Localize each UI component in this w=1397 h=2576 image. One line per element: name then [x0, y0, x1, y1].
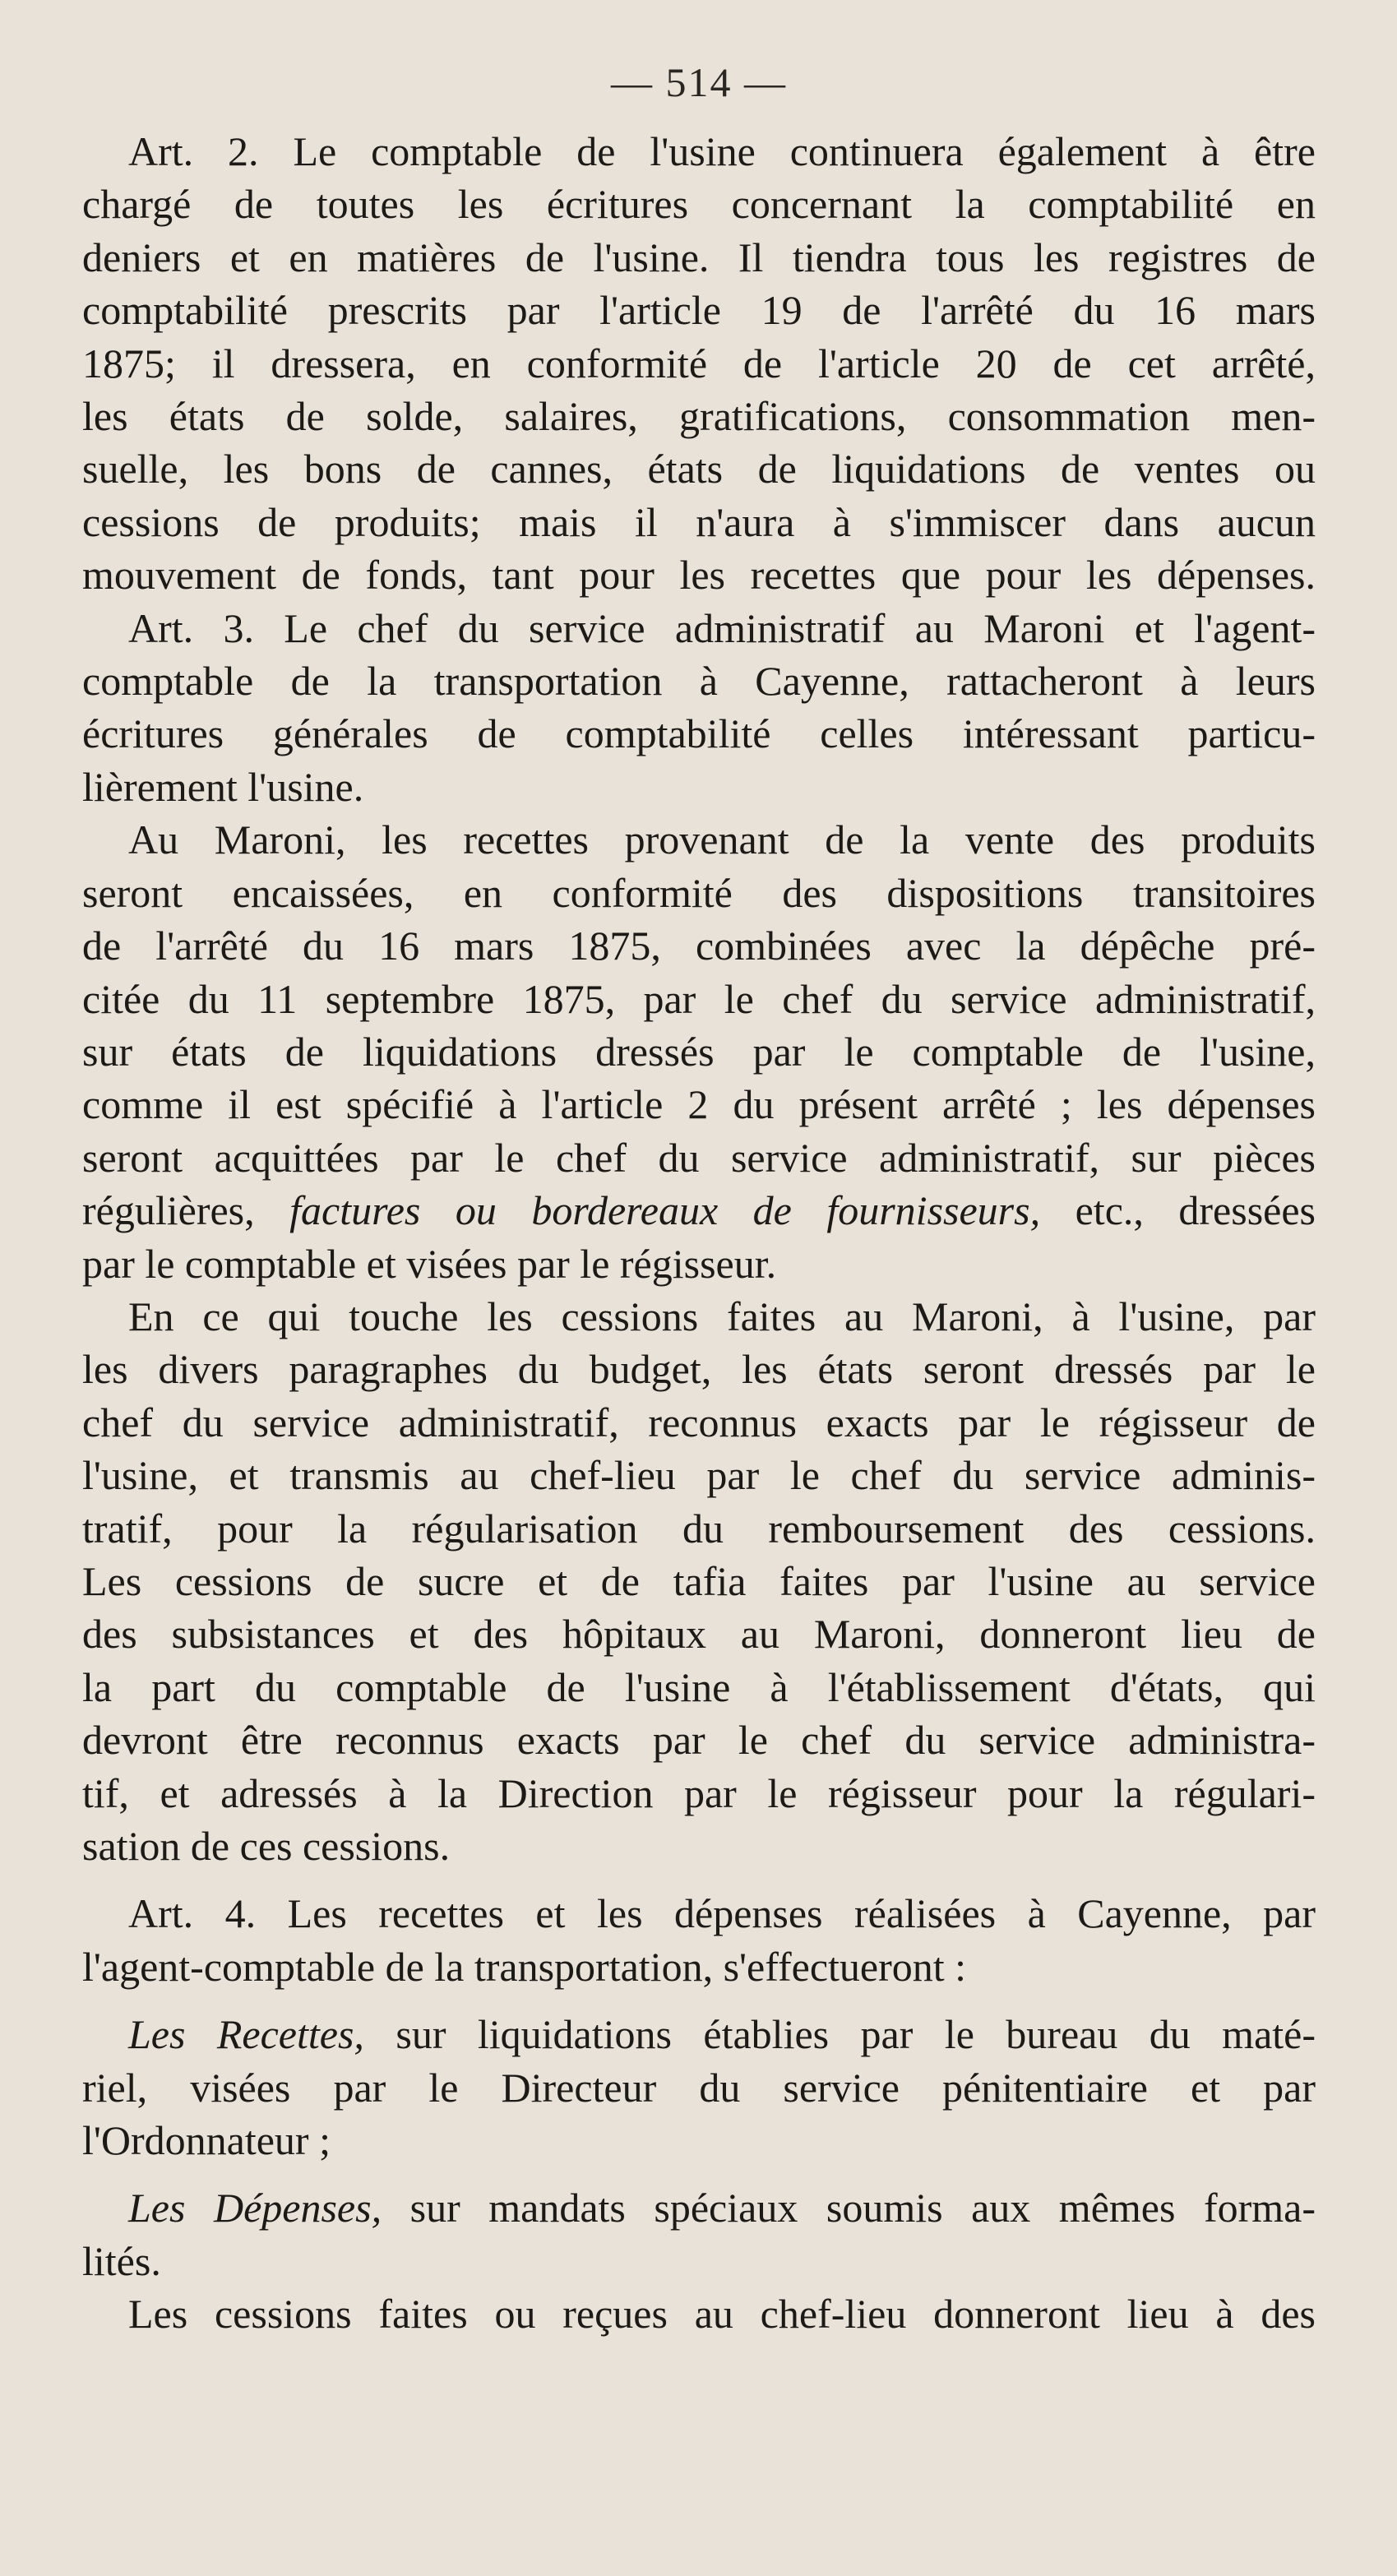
text-line: sur états de liquidations dressés par le comptable de l'usine,: [82, 1028, 1316, 1075]
text-line: Les cessions faites ou reçues au chef-lieu donneront lieu à des: [128, 2291, 1316, 2338]
paragraph-gap: [82, 1993, 1316, 2008]
text-line: Art. 3. Le chef du service administratif au Maroni et l'agent-: [128, 604, 1316, 651]
text-line-mixed: [82, 2181, 1316, 2234]
text-line: les états de solde, salaires, gratifications, consommation men-: [82, 393, 1316, 440]
text-line: mouvement de fonds, tant pour les recettes que pour les dépenses.: [82, 552, 1316, 599]
text-segment: sur liquidations établies par le bureau du maté-: [363, 2011, 1316, 2058]
text-line: Art. 4. Les recettes et les dépenses réalisées à Cayenne, par: [128, 1890, 1316, 1937]
text-line-mixed: [82, 2008, 1316, 2060]
text-line: En ce qui touche les cessions faites au Maroni, à l'usine, par: [128, 1293, 1316, 1339]
text-line: seront encaissées, en conformité des dispositions transitoires: [82, 869, 1316, 916]
text-line: les divers paragraphes du budget, les états seront dressés par le: [82, 1346, 1316, 1393]
text-line: chargé de toutes les écritures concernant la comptabilité en: [82, 181, 1316, 228]
paragraph-art-3: [82, 602, 1316, 814]
text-line: comme il est spécifié à l'article 2 du présent arrêté ; les dépenses: [82, 1081, 1316, 1128]
paragraph-les-recettes: [82, 2008, 1316, 2167]
text-line: tif, et adressés à la Direction par le régisseur pour la régulari-: [82, 1769, 1316, 1816]
text-line: comptable de la transportation à Cayenne, rattacheront à leurs: [82, 658, 1316, 705]
paragraph-maroni-recettes: [82, 813, 1316, 1290]
text-line: seront acquittées par le chef du service administratif, sur pièces: [82, 1134, 1316, 1181]
text-line: l'usine, et transmis au chef-lieu par le chef du service adminis-: [82, 1452, 1316, 1499]
text-line: lièrement l'usine.: [82, 763, 364, 810]
text-line: l'Ordonnateur ;: [82, 2117, 331, 2164]
text-line: tratif, pour la régularisation du remboursement des cessions.: [82, 1505, 1316, 1552]
paragraph-gap: [82, 1872, 1316, 1887]
text-line: riel, visées par le Directeur du service pénitentiaire et par: [82, 2064, 1316, 2111]
text-segment: sur mandats spéciaux soumis aux mêmes forma-: [382, 2185, 1316, 2231]
text-segment: etc., dressées: [1040, 1187, 1316, 1234]
text-line: Les cessions de sucre et de tafia faites par l'usine au service: [82, 1557, 1316, 1604]
text-line: sation de ces cessions.: [82, 1823, 451, 1869]
italic-lead: Les Recettes,: [128, 2011, 364, 2058]
text-line: deniers et en matières de l'usine. Il tiendra tous les registres de: [82, 234, 1316, 280]
text-line: 1875; il dressera, en conformité de l'article 20 de cet arrêté,: [82, 340, 1316, 386]
text-line: chef du service administratif, reconnus exacts par le régisseur de: [82, 1399, 1316, 1445]
text-line: comptabilité prescrits par l'article 19 de l'arrêté du 16 mars: [82, 287, 1316, 334]
text-line: la part du comptable de l'usine à l'établissement d'états, qui: [82, 1663, 1316, 1710]
text-segment: régulières,: [82, 1187, 290, 1234]
page-number: — 514 —: [611, 59, 787, 105]
italic-phrase: factures ou bordereaux de fournisseurs,: [289, 1187, 1041, 1234]
paragraph-les-depenses: [82, 2181, 1316, 2287]
text-line: par le comptable et visées par le régisseur.: [82, 1240, 777, 1287]
text-line: des subsistances et des hôpitaux au Maroni, donneront lieu de: [82, 1611, 1316, 1658]
paragraph-art-4: [82, 1887, 1316, 1993]
document-page: [82, 49, 1316, 2341]
text-line: lités.: [82, 2237, 161, 2284]
text-line: devront être reconnus exacts par le chef du service administra-: [82, 1717, 1316, 1764]
text-line-mixed: [82, 1184, 1316, 1237]
text-line: suelle, les bons de cannes, états de liquidations de ventes ou: [82, 446, 1316, 493]
paragraph-gap: [82, 2167, 1316, 2181]
text-line: Au Maroni, les recettes provenant de la vente des produits: [128, 816, 1316, 863]
text-line: citée du 11 septembre 1875, par le chef du service administratif,: [82, 975, 1316, 1022]
paragraph-art-2: [82, 125, 1316, 602]
text-line: écritures générales de comptabilité celles intéressant particu-: [82, 710, 1316, 757]
paragraph-cessions-chef-lieu: [82, 2287, 1316, 2340]
text-line: cessions de produits; mais il n'aura à s'immiscer dans aucun: [82, 498, 1316, 545]
text-line: l'agent-comptable de la transportation, s'effectueront :: [82, 1943, 967, 1990]
text-line: Art. 2. Le comptable de l'usine continuera également à être: [128, 128, 1316, 174]
paragraph-cessions-maroni: [82, 1290, 1316, 1872]
italic-lead: Les Dépenses,: [128, 2185, 382, 2231]
text-line: de l'arrêté du 16 mars 1875, combinées avec la dépêche pré-: [82, 923, 1316, 969]
